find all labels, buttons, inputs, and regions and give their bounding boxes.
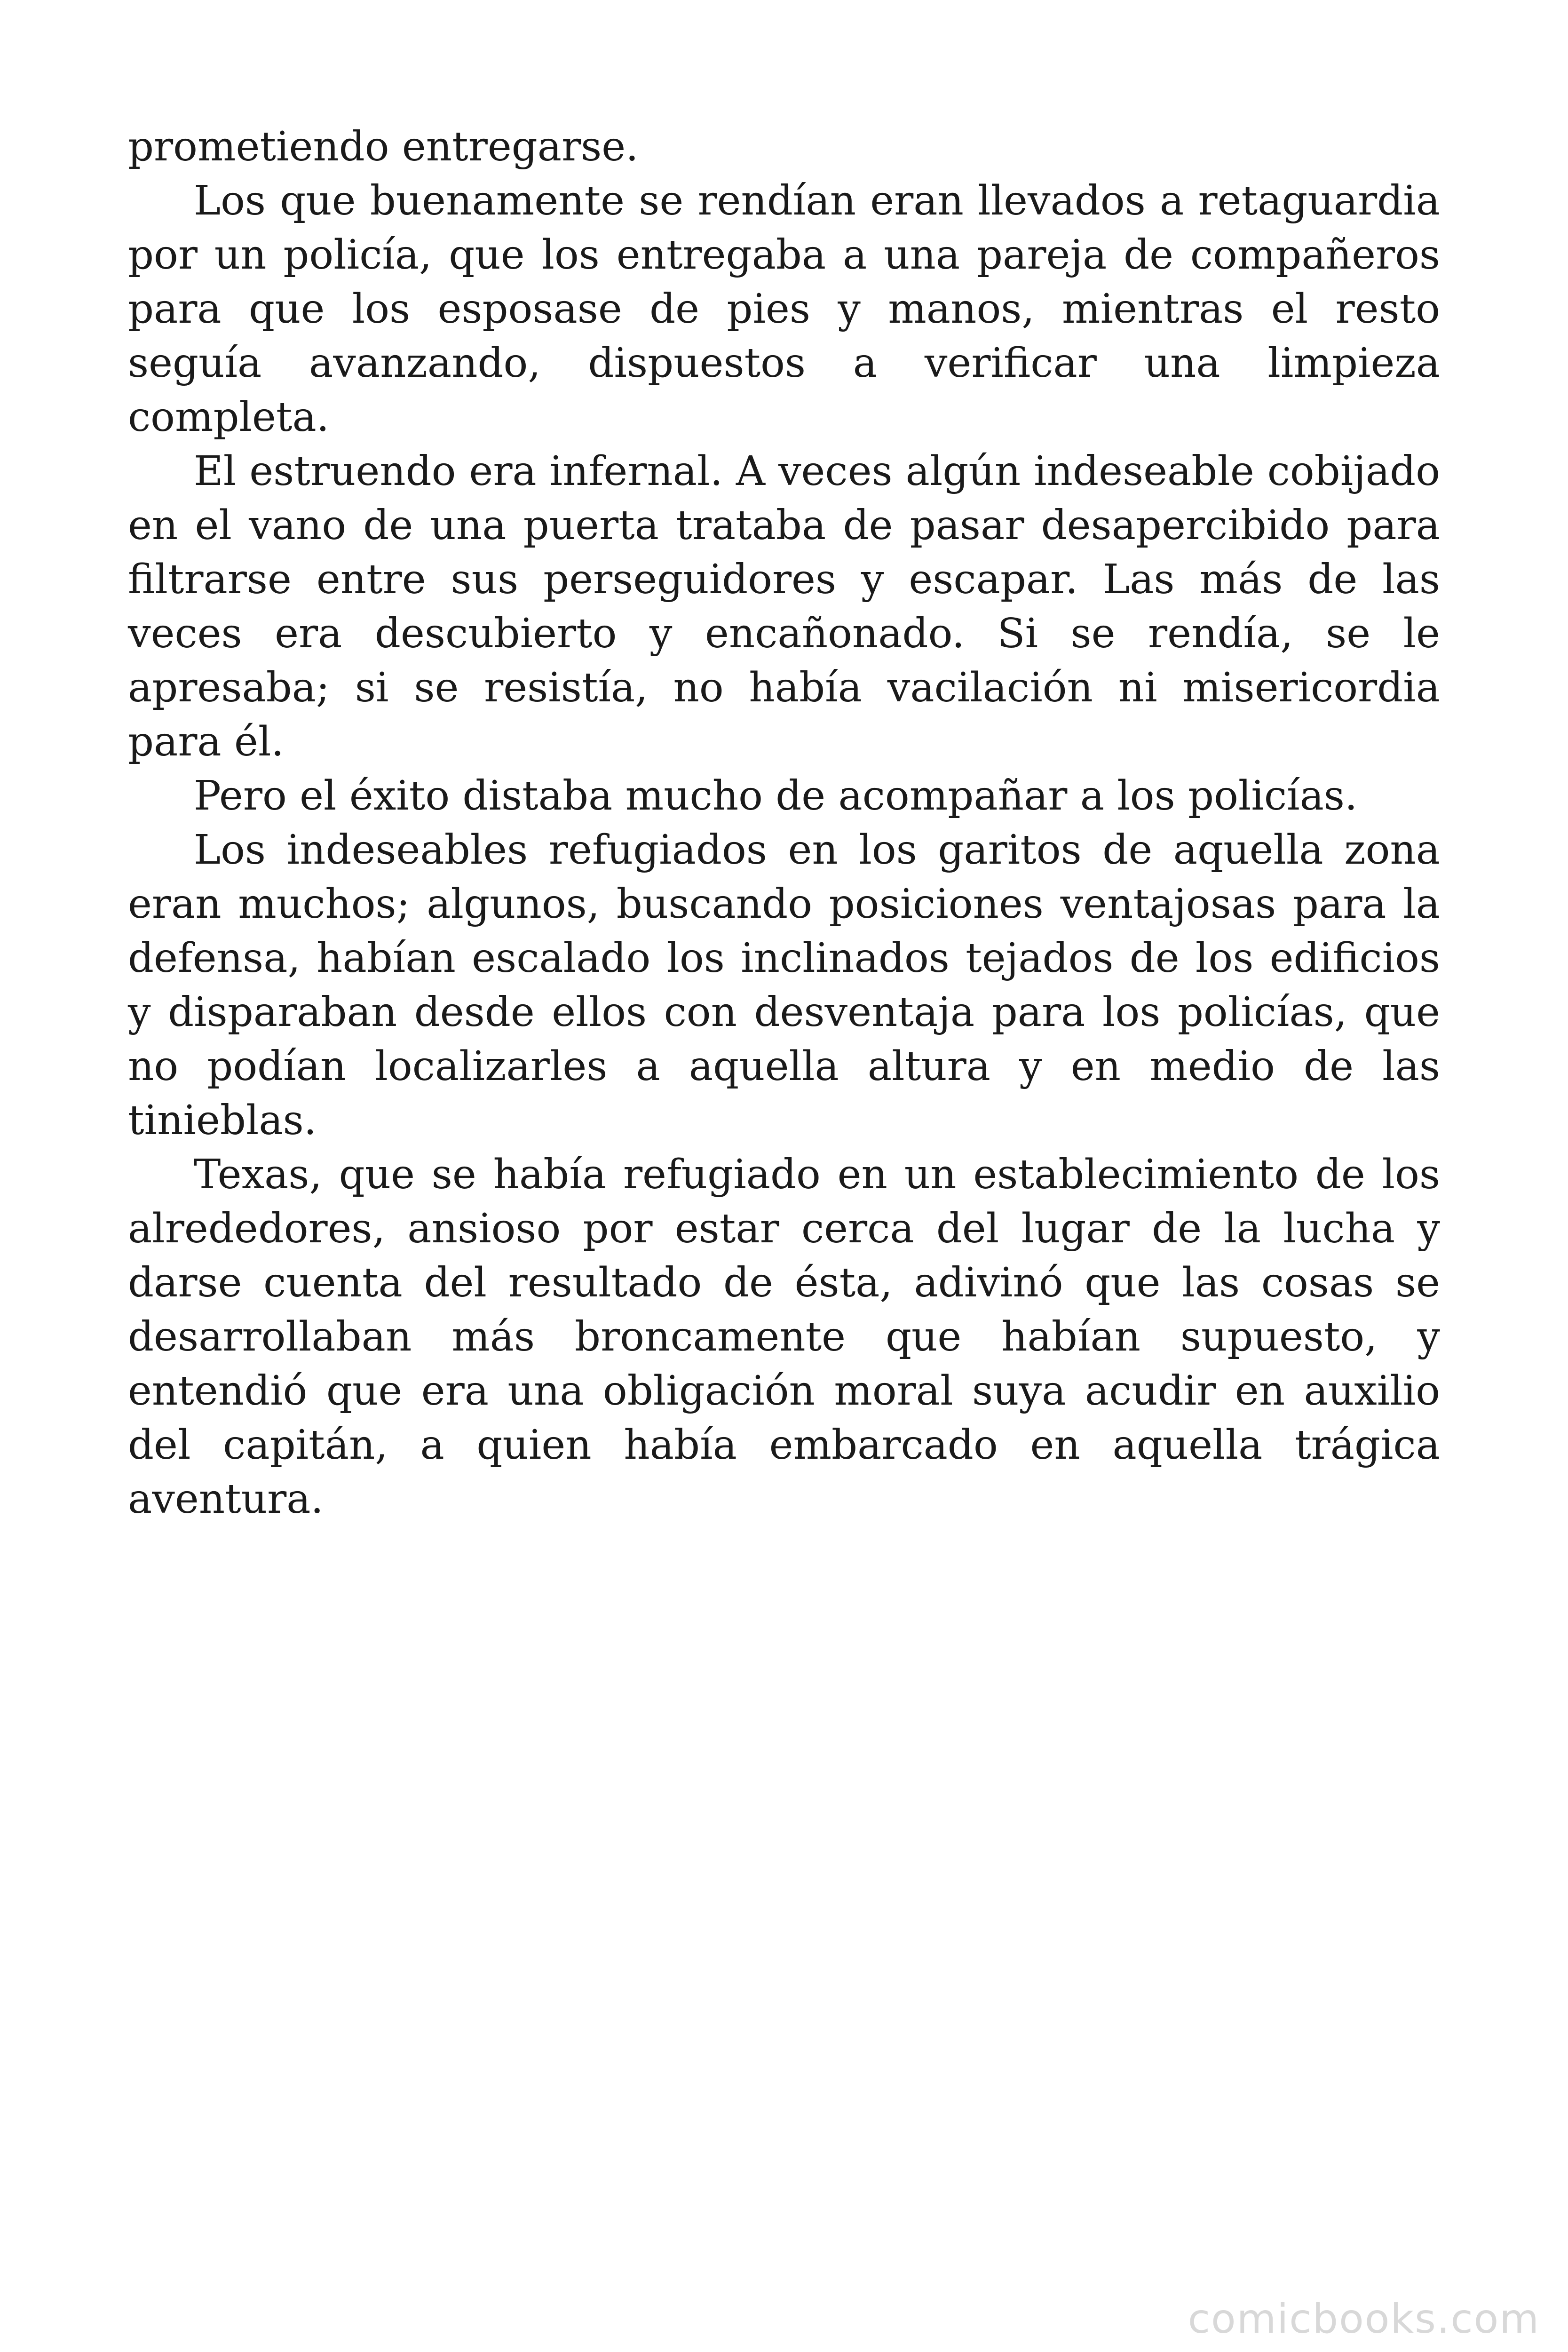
paragraph: Los que buenamente se rendían eran llevados a retaguardia por un policía, que los entregaba a una pareja de compañeros para que los esposase de pies y manos, mientras el resto seguía avanzando, dispuestos a verificar una limpieza completa. bbox=[128, 177, 1440, 441]
watermark: comicbooks.com bbox=[1188, 2296, 1540, 2343]
paragraph: El estruendo era infernal. A veces algún indeseable cobijado en el vano de una puerta trataba de pasar desapercibido para filtrarse entre sus perseguidores y escapar. Las más de las veces era descubierto y encañonado. Si se rendía, se le apresaba; si se resistía, no había vacilación ni misericordia para él. bbox=[128, 448, 1440, 765]
paragraph: Texas, que se había refugiado en un establecimiento de los alrededores, ansioso por estar cerca del lugar de la lucha y darse cuenta del resultado de ésta, adivinó que las cosas se desarrollaban más broncamente que habían supuesto, y entendió que era una obligación moral suya acudir en auxilio del capitán, a quien había embarcado en aquella trágica aventura. bbox=[128, 1151, 1440, 1523]
paragraph: Pero el éxito distaba mucho de acompañar a los policías. bbox=[194, 772, 1358, 819]
body-text bbox=[128, 120, 1440, 1526]
paragraph-continuation: prometiendo entregarse. bbox=[128, 123, 639, 170]
paragraph: Los indeseables refugiados en los garitos de aquella zona eran muchos; algunos, buscando posiciones ventajosas para la defensa, habían escalado los inclinados tejados de los edificios y disparaban desde ellos con desventaja para los policías, que no podían localizarles a aquella altura y en medio de las tinieblas. bbox=[128, 826, 1440, 1144]
